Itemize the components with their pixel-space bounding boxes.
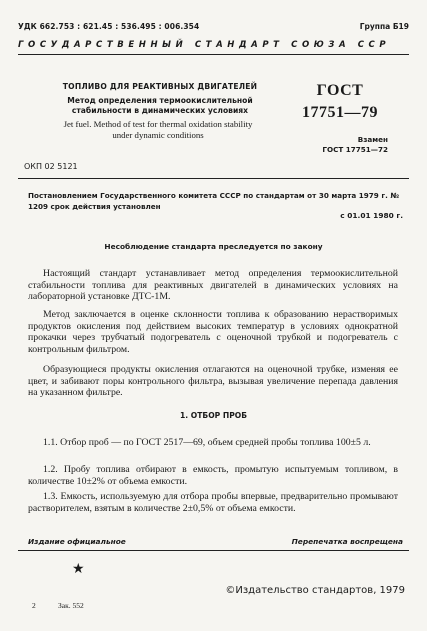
footer-divider bbox=[18, 550, 409, 551]
udk-code: УДК 662.753 : 621.45 : 536.495 : 006.354 bbox=[18, 22, 200, 31]
official-edition-label: Издание официальное bbox=[28, 537, 126, 546]
paragraph-products: Образующиеся продукты окисления отлагаются на оценочной трубке, изменяя ее цвет, и забивают поры контрольного фильтра, вызывая увеличение перепада давления на указанном фильтре. bbox=[28, 364, 398, 399]
paragraph-method: Метод заключается в оценке склонности топлива к образованию нерастворимых продуктов окисления под действием высоких температур в условиях однократной прокачки через трубчатый подогреватель с оценочной трубкой и подогреватель с контрольным фильтром. bbox=[28, 309, 398, 355]
print-order: Зак. 552 bbox=[58, 601, 84, 610]
copyright: ©Издательство стандартов, 1979 bbox=[225, 585, 405, 596]
top-divider bbox=[18, 54, 409, 55]
decree-text: Постановлением Государственного комитета СССР по стандартам от 30 марта 1979 г. № 1209 срок действия установлен bbox=[28, 191, 399, 211]
reprint-prohibited-label: Перепечатка воспрещена bbox=[291, 537, 403, 546]
subtitle-line-2: стабильности в динамических условиях bbox=[71, 106, 249, 115]
subtitle-line-1: Метод определения термоокислительной bbox=[67, 96, 253, 105]
english-title bbox=[28, 119, 288, 141]
document-title: ТОПЛИВО ДЛЯ РЕАКТИВНЫХ ДВИГАТЕЛЕЙ bbox=[62, 82, 258, 91]
clause-1-3: 1.3. Емкость, используемую для отбора пробы впервые, предварительно промывают растворителем, взятым в количестве 2±0,5% от объема емкости. bbox=[28, 491, 398, 514]
middle-divider bbox=[18, 178, 409, 179]
document-subtitle bbox=[55, 96, 265, 116]
standard-title-line: ГОСУДАРСТВЕННЫЙ СТАНДАРТ СОЮЗА ССР bbox=[18, 40, 391, 50]
gost-label: ГОСТ bbox=[316, 82, 364, 99]
clause-1-2: 1.2. Пробу топлива отбирают в емкость, промытую испытуемым топливом, в количестве 10±2% от объема емкости. bbox=[28, 464, 398, 487]
okp-code: ОКП 02 5121 bbox=[24, 162, 78, 171]
english-title-line-1: Jet fuel. Method of test for thermal oxidation stability bbox=[63, 119, 253, 129]
group-code: Группа Б19 bbox=[359, 22, 409, 31]
effective-date: с 01.01 1980 г. bbox=[340, 211, 403, 220]
star-icon: ★ bbox=[72, 562, 85, 577]
page-number: 2 bbox=[32, 601, 36, 610]
clause-1-1: 1.1. Отбор проб — по ГОСТ 2517—69, объем средней пробы топлива 100±5 л. bbox=[43, 437, 371, 448]
section-title: 1. ОТБОР ПРОБ bbox=[179, 411, 248, 420]
replaces-label: Взамен bbox=[357, 135, 388, 144]
replaced-standard: ГОСТ 17751—72 bbox=[322, 145, 388, 154]
gost-number: 17751—79 bbox=[302, 104, 378, 121]
gost-code-block bbox=[280, 80, 400, 124]
english-title-line-2: under dynamic conditions bbox=[112, 130, 204, 140]
paragraph-scope: Настоящий стандарт устанавливает метод определения термоокислительной стабильности топлива для реактивных двигателей в динамических условиях на лабораторной установке ДТС-1М. bbox=[28, 268, 398, 303]
legal-notice: Несоблюдение стандарта преследуется по закону bbox=[104, 242, 323, 251]
